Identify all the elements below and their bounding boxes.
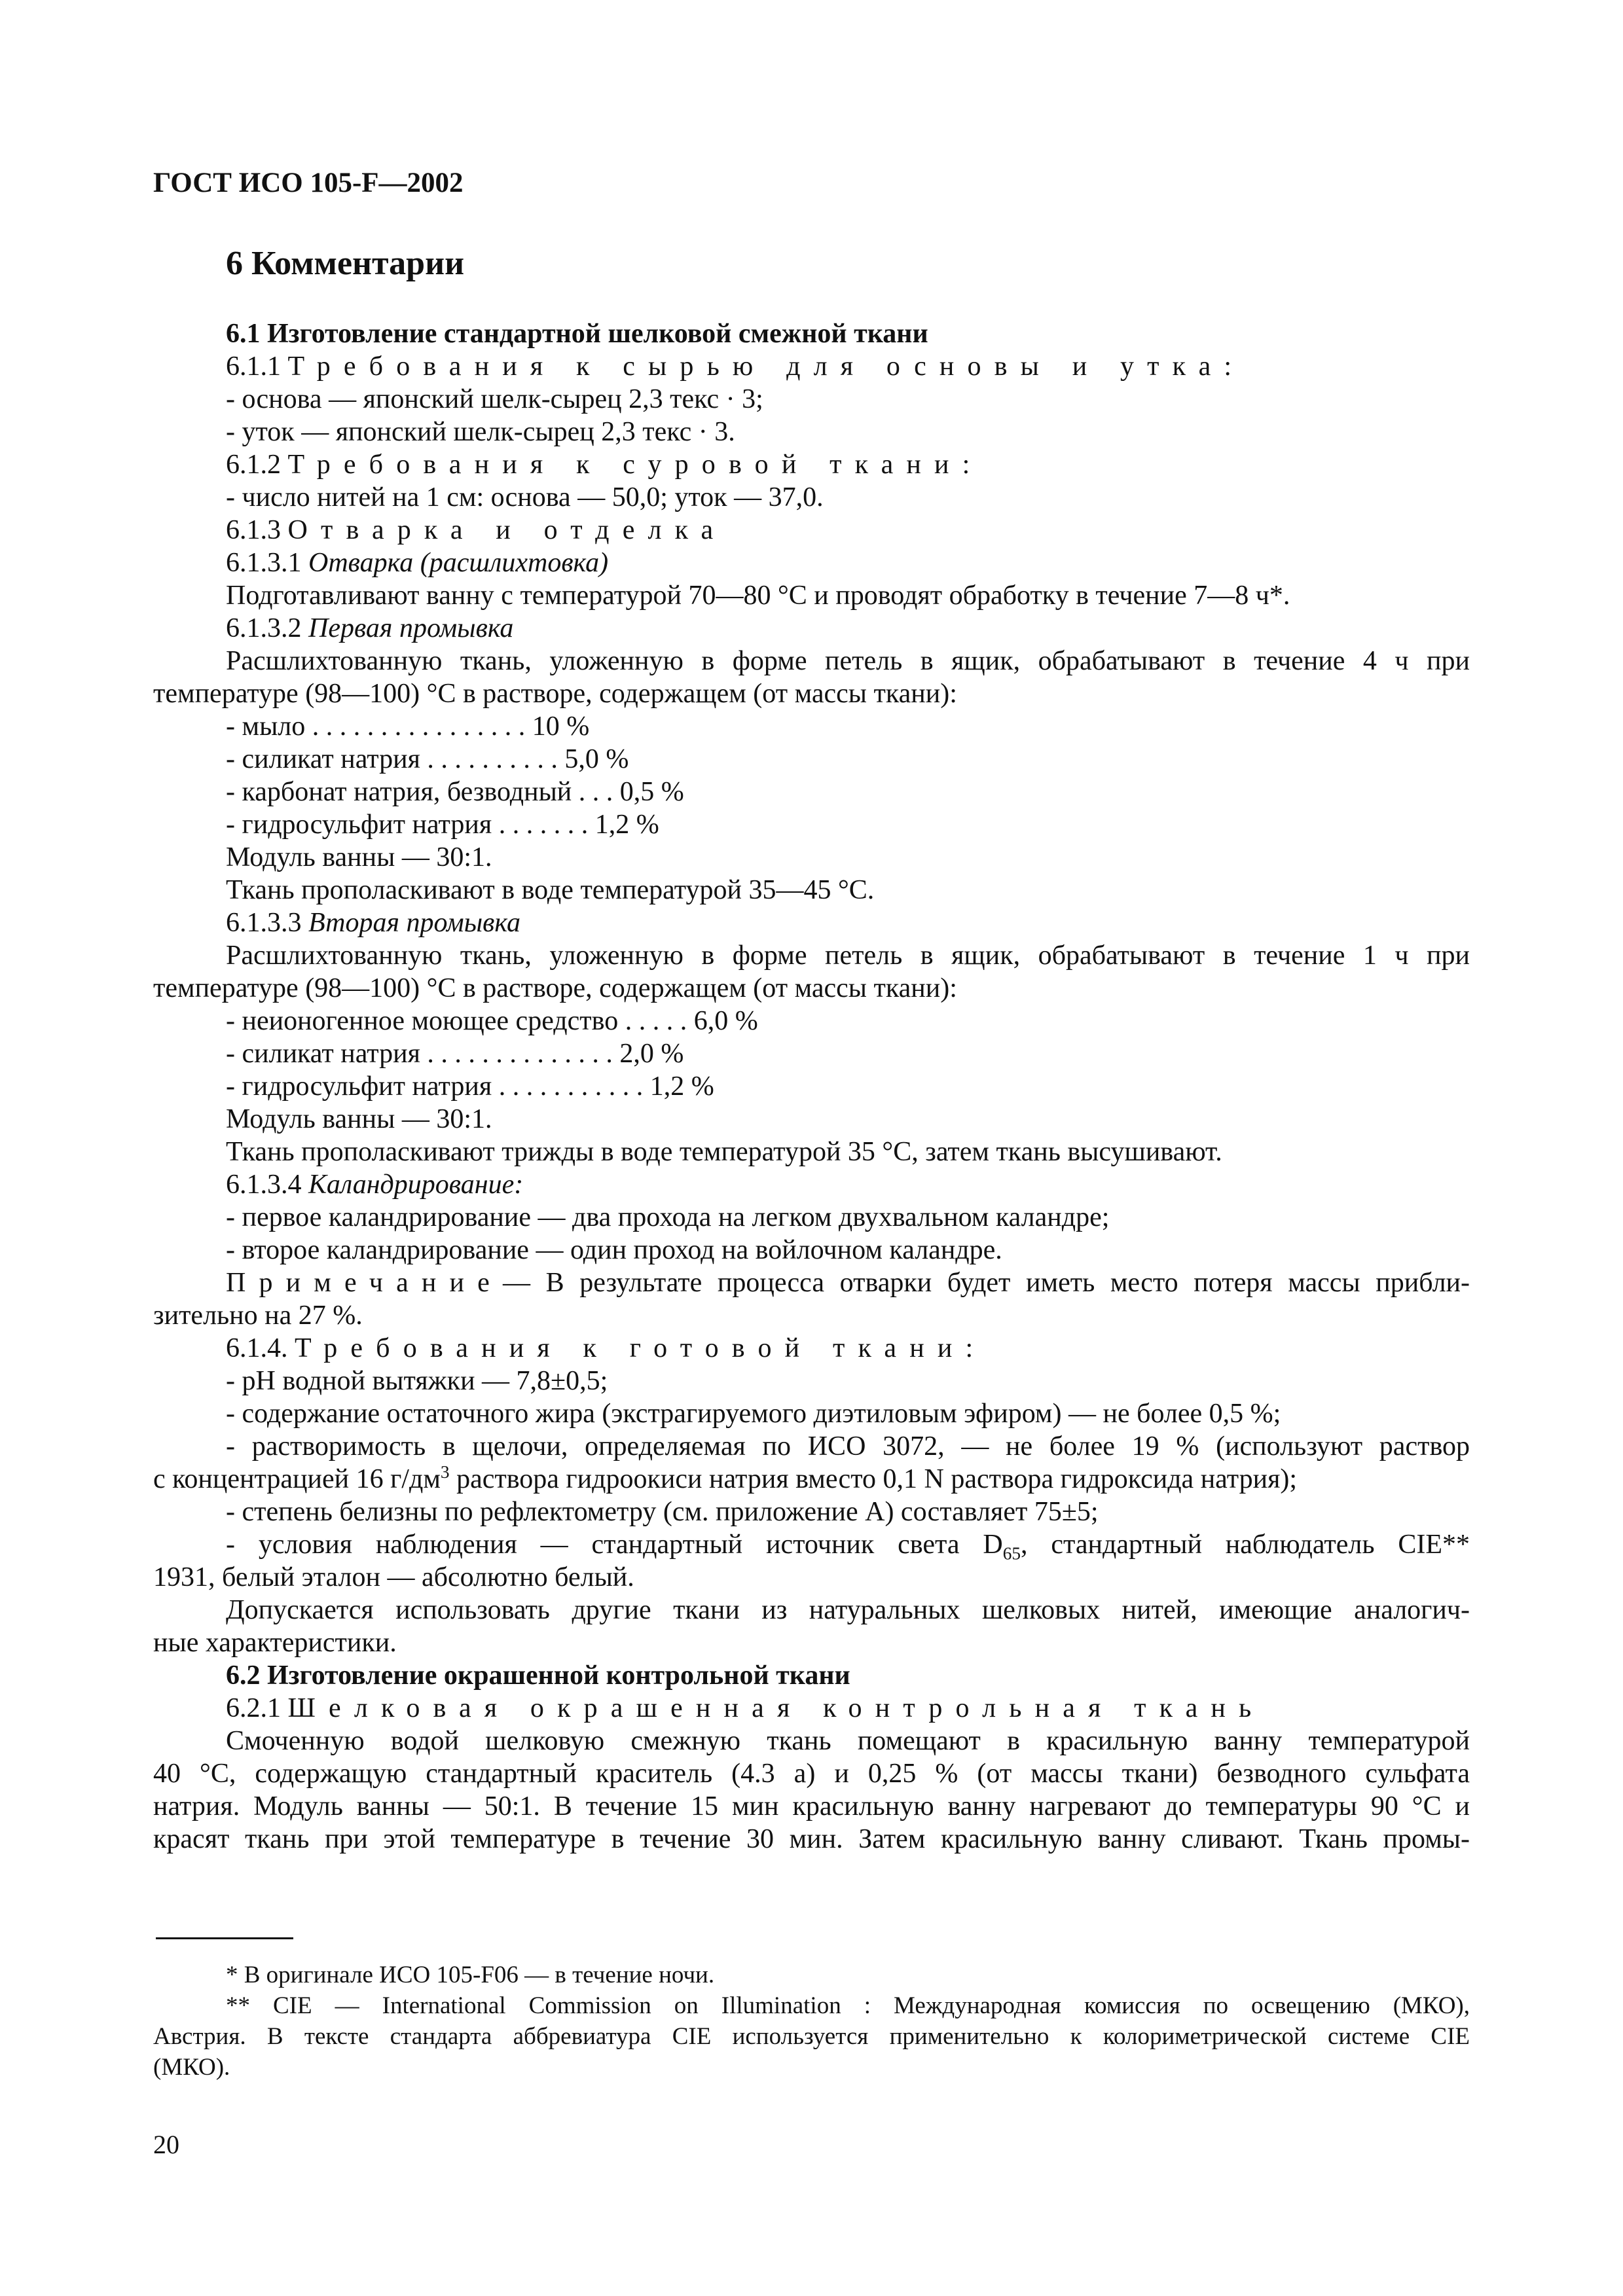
footnote-2: ** CIE — International Commission on Illumination : Международная комиссия по освещению (МКО), — [226, 1992, 1470, 2019]
clause-title: Требования к сырью для основы и утка: — [287, 351, 1245, 382]
requirement-observation-cont: 1931, белый эталон — абсолютно белый. — [153, 1562, 634, 1592]
clause-6-1-1 — [226, 350, 1245, 383]
clause-title: Отварка и отделка — [287, 515, 727, 545]
rinse-text: Ткань прополаскивают в воде температурой 35—45 °С. — [226, 875, 875, 905]
recipe-item: - карбонат натрия, безводный . . . 0,5 % — [226, 777, 684, 807]
first-wash-text-cont: температуре (98—100) °С в растворе, содержащем (от массы ткани): — [153, 679, 957, 709]
second-wash-text-cont: температуре (98—100) °С в растворе, содержащем (от массы ткани): — [153, 973, 957, 1003]
footnote-separator — [156, 1937, 293, 1939]
clause-number: 6.1.1 — [226, 351, 281, 382]
first-wash-text: Расшлихтованную ткань, уложенную в форме петель в ящик, обрабатывают в течение 4 ч при — [226, 646, 1470, 676]
clause-title: Требования к готовой ткани: — [295, 1333, 987, 1363]
allowance-text: Допускается использовать другие ткани из натуральных шелковых нитей, имеющие аналогич- — [226, 1595, 1470, 1625]
requirement-alkali-cont: с концентрацией 16 $г/дм^3$ раствора гидроокиси натрия вместо 0,1 N раствора гидроксида натрия); — [153, 1462, 1298, 1494]
clause-number: 6.1.3.3 — [226, 908, 302, 938]
clause-title: Требования к суровой ткани: — [287, 450, 983, 480]
recipe-item: - неионогенное моющее средство . . . . . 6,0 % — [226, 1006, 758, 1036]
calendering-item: - первое каландрирование — два прохода на легком двухвальном каландре; — [226, 1202, 1110, 1232]
clause-title: Шелковая окрашенная контрольная ткань — [287, 1693, 1265, 1723]
clause-6-1-3-4 — [226, 1168, 523, 1201]
recipe-item: - силикат натрия . . . . . . . . . . . . . . 2,0 % — [226, 1039, 684, 1069]
clause-number: 6.1.2 — [226, 450, 281, 480]
bath-module: Модуль ванны — 30:1. — [226, 1104, 492, 1134]
clause-title: Вторая промывка — [308, 908, 521, 938]
clause-number: 6.1.3.2 — [226, 613, 302, 643]
allowance-text-cont: ные характеристики. — [153, 1628, 397, 1658]
note-text-cont: зительно на 27 %. — [153, 1300, 363, 1331]
note-text: — В результате процесса отварки будет иметь место потеря массы прибли- — [502, 1268, 1470, 1298]
warp-spec: - основа — японский шелк-сырец 2,3 текс · 3; — [226, 384, 763, 414]
clause-6-1-2 — [226, 448, 983, 481]
clause-6-1-3 — [226, 514, 726, 547]
requirement-alkali: - растворимость в щелочи, определяемая по ИСО 3072, — не более 19 % (используют раствор — [226, 1431, 1470, 1462]
clause-6-1-3-1 — [226, 547, 608, 579]
calendering-item: - второе каландрирование — один проход на войлочном каландре. — [226, 1235, 1002, 1265]
footnote-2-cont: Австрия. В тексте стандарта аббревиатура CIE используется применительно к колориметрической системе CIE — [153, 2023, 1470, 2050]
clause-number: 6.1.3.4 — [226, 1170, 302, 1200]
clause-number: 6.1.3.1 — [226, 548, 302, 578]
recipe-item: - гидросульфит натрия . . . . . . . . . . . 1,2 % — [226, 1071, 714, 1102]
weft-spec: - уток — японский шелк-сырец 2,3 текс · 3. — [226, 417, 735, 447]
page-number: 20 — [153, 2130, 179, 2159]
subsection-heading-6-2: 6.2 Изготовление окрашенной контрольной ткани — [226, 1660, 850, 1691]
clause-title: Отварка (расшлихтовка) — [308, 548, 609, 578]
dyeing-text: 40 °С, содержащую стандартный краситель (4.3 а) и 0,25 % (от массы ткани) безводного сульфата — [153, 1759, 1470, 1789]
clause-number: 6.2.1 — [226, 1693, 281, 1723]
boiling-text: Подготавливают ванну с температурой 70—80 °С и проводят обработку в течение 7—8 ч*. — [226, 581, 1290, 611]
clause-6-1-3-3 — [226, 906, 520, 939]
clause-6-1-4 — [226, 1332, 986, 1365]
section-title: 6 Комментарии — [226, 245, 465, 282]
recipe-item: - гидросульфит натрия . . . . . . . 1,2 % — [226, 810, 659, 840]
thread-count: - число нитей на 1 см: основа — 50,0; уток — 37,0. — [226, 482, 824, 512]
note — [226, 1266, 1470, 1299]
note-label: Примечание — [226, 1268, 503, 1298]
clause-6-1-3-2 — [226, 612, 513, 645]
clause-title: Первая промывка — [308, 613, 514, 643]
clause-6-2-1 — [226, 1692, 1264, 1725]
requirement-fat: - содержание остаточного жира (экстрагируемого диэтиловым эфиром) — не более 0,5 %; — [226, 1399, 1281, 1429]
document-header: ГОСТ ИСО 105-F—2002 — [153, 168, 464, 198]
dyeing-text: красят ткань при этой температуре в течение 30 мин. Затем красильную ванну сливают. Ткань промы- — [153, 1824, 1470, 1854]
recipe-item: - силикат натрия . . . . . . . . . . 5,0 % — [226, 744, 629, 774]
rinse-text: Ткань прополаскивают трижды в воде температурой 35 °С, затем ткань высушивают. — [226, 1137, 1222, 1167]
requirement-whiteness: - степень белизны по рефлектометру (см. приложение А) составляет 75±5; — [226, 1497, 1099, 1527]
clause-title: Каландрирование: — [308, 1170, 524, 1200]
dyeing-text: Смоченную водой шелковую смежную ткань помещают в красильную ванну температурой — [226, 1726, 1470, 1756]
requirement-ph: - рН водной вытяжки — 7,8±0,5; — [226, 1366, 608, 1396]
subsection-heading-6-1: 6.1 Изготовление стандартной шелковой смежной ткани — [226, 319, 928, 349]
footnote-1: * В оригинале ИСО 105-F06 — в течение ночи. — [226, 1962, 715, 1988]
recipe-item: - мыло . . . . . . . . . . . . . . . . 10 % — [226, 711, 590, 742]
requirement-observation: - условия наблюдения — стандартный источник света $D_{65}$, стандартный наблюдатель CIE** — [226, 1530, 1470, 1564]
dyeing-text: натрия. Модуль ванны — 50:1. В течение 15 мин красильную ванну нагревают до температуры 90 °С и — [153, 1791, 1470, 1821]
footnote-2-end: (МКО). — [153, 2054, 230, 2081]
clause-number: 6.1.3 — [226, 515, 281, 545]
bath-module: Модуль ванны — 30:1. — [226, 842, 492, 872]
second-wash-text: Расшлихтованную ткань, уложенную в форме петель в ящик, обрабатывают в течение 1 ч при — [226, 941, 1470, 971]
clause-number: 6.1.4. — [226, 1333, 288, 1363]
